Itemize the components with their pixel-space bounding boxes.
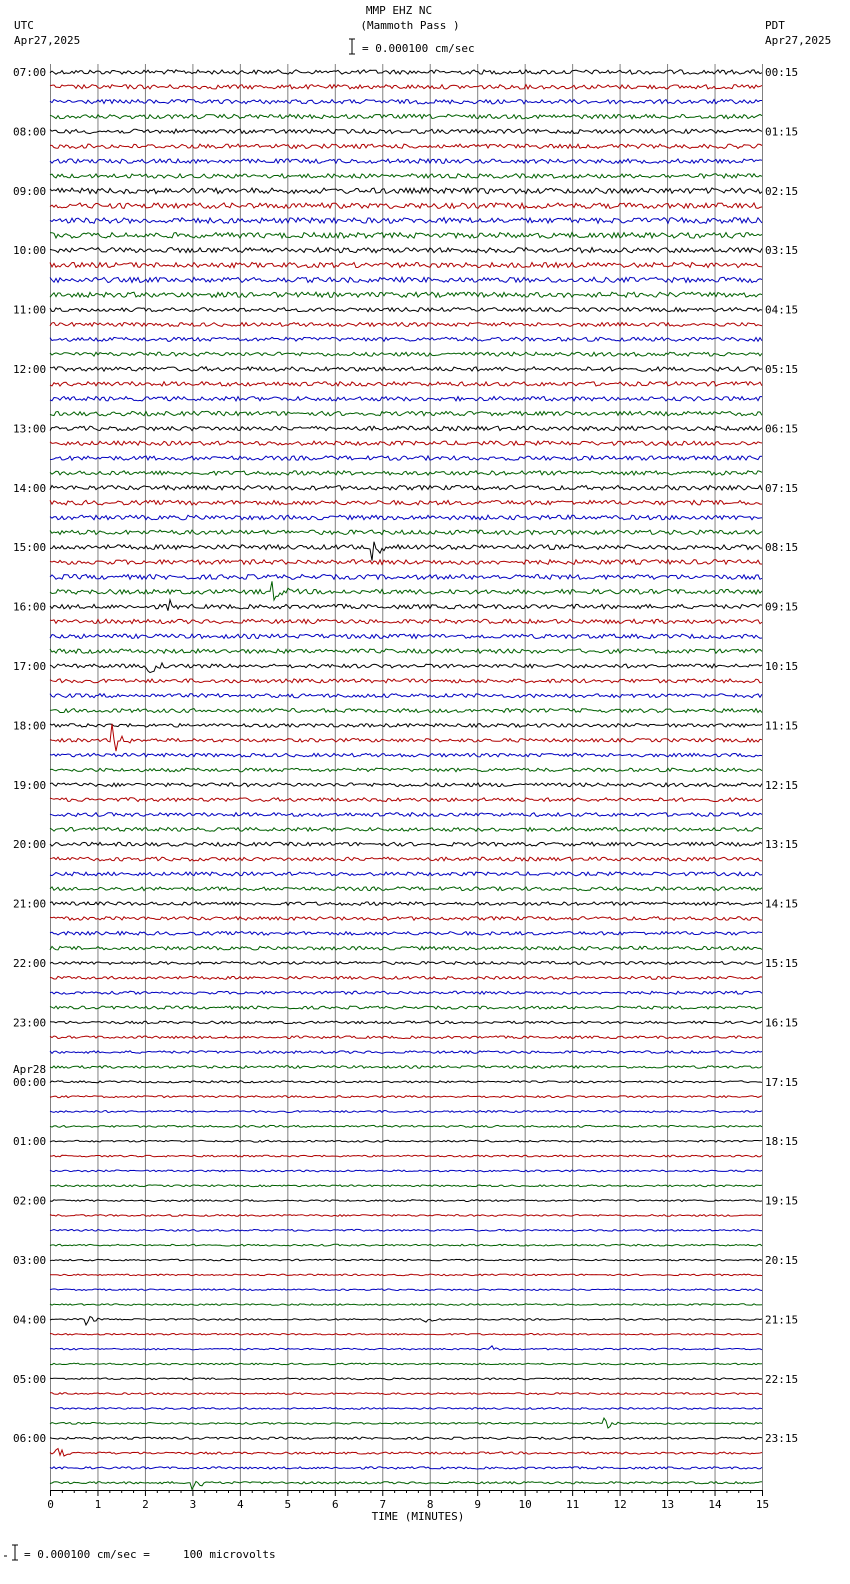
seismic-trace xyxy=(50,1229,762,1231)
seismic-trace xyxy=(50,1215,762,1217)
pdt-hour-label: 23:15 xyxy=(765,1432,799,1446)
seismic-trace xyxy=(50,813,762,817)
seismic-trace xyxy=(50,500,762,505)
left-date: Apr27,2025 xyxy=(14,34,81,47)
seismic-trace xyxy=(50,857,762,861)
utc-hour-label: 11:00 xyxy=(13,303,47,317)
x-tick-label: 15 xyxy=(755,1498,770,1511)
seismic-trace xyxy=(50,1200,762,1202)
x-tick-label: 12 xyxy=(613,1498,627,1511)
utc-hour-label: 20:00 xyxy=(13,838,47,852)
x-tick-label: 2 xyxy=(142,1498,149,1511)
seismic-trace xyxy=(50,411,762,415)
seismic-trace xyxy=(50,129,762,133)
x-tick-label: 0 xyxy=(47,1498,54,1511)
seismic-trace xyxy=(50,649,762,653)
seismic-trace xyxy=(50,560,762,565)
utc-hour-label: 02:00 xyxy=(13,1194,47,1208)
footer-scale-bar-icon xyxy=(4,1545,18,1560)
seismic-trace xyxy=(50,783,762,787)
station-location: (Mammoth Pass ) xyxy=(360,19,460,32)
utc-hour-label: 06:00 xyxy=(13,1432,47,1446)
seismic-trace xyxy=(50,1289,762,1291)
seismic-trace xyxy=(50,248,762,253)
utc-hour-label: 17:00 xyxy=(13,660,47,673)
seismic-trace xyxy=(50,991,762,994)
seismic-trace xyxy=(50,932,762,936)
pdt-hour-label: 09:15 xyxy=(765,600,799,614)
seismic-trace xyxy=(50,694,762,698)
seismic-trace xyxy=(50,471,762,475)
seismic-trace xyxy=(50,1449,762,1457)
seismic-trace xyxy=(50,114,762,118)
seismic-trace xyxy=(50,581,762,600)
seismic-trace xyxy=(50,1304,762,1306)
pdt-hour-label: 07:15 xyxy=(765,481,799,495)
utc-hour-label: 04:00 xyxy=(13,1313,47,1327)
x-tick-label: 6 xyxy=(331,1498,339,1511)
seismic-trace xyxy=(50,70,762,74)
seismic-trace xyxy=(50,85,762,89)
scale-bar-icon xyxy=(349,39,355,54)
seismic-trace xyxy=(50,263,762,268)
seismic-trace xyxy=(50,367,762,371)
seismic-trace xyxy=(50,634,762,638)
left-timezone: UTC xyxy=(14,19,34,32)
utc-hour-label: 18:00 xyxy=(13,719,47,733)
pdt-hour-label: 21:15 xyxy=(765,1313,799,1327)
x-tick-label: 13 xyxy=(660,1498,675,1511)
seismic-trace xyxy=(50,203,762,209)
pdt-hour-label: 17:15 xyxy=(765,1075,799,1089)
pdt-hour-label: 05:15 xyxy=(765,363,799,376)
seismic-trace xyxy=(50,1125,762,1127)
x-tick-label: 3 xyxy=(189,1498,197,1511)
seismic-trace xyxy=(50,1274,762,1276)
utc-hour-label: 09:00 xyxy=(13,184,47,198)
pdt-hour-label: 20:15 xyxy=(765,1254,799,1267)
footer-scale-note: = 0.000100 cm/sec = 100 microvolts xyxy=(24,1548,276,1561)
station-title: MMP EHZ NC xyxy=(365,4,433,17)
seismic-trace xyxy=(50,1155,762,1157)
seismic-trace xyxy=(50,1378,762,1380)
x-tick-label: 7 xyxy=(379,1498,387,1511)
seismic-trace xyxy=(50,887,762,891)
utc-hour-label: 03:00 xyxy=(13,1254,47,1267)
seismic-trace xyxy=(50,798,762,802)
seismic-trace xyxy=(50,292,762,297)
pdt-hour-label: 18:15 xyxy=(765,1135,799,1149)
seismic-trace xyxy=(50,1140,762,1142)
utc-hour-label: 12:00 xyxy=(13,363,47,376)
seismic-trace xyxy=(50,188,762,194)
x-tick-label: 5 xyxy=(284,1498,292,1511)
seismic-trace xyxy=(50,1036,762,1039)
seismic-trace xyxy=(50,1467,762,1469)
trace-layer xyxy=(50,70,762,1489)
pdt-hour-label: 12:15 xyxy=(765,778,799,792)
seismic-trace xyxy=(50,397,762,401)
pdt-hour-label: 11:15 xyxy=(765,719,799,733)
x-axis-title: TIME (MINUTES) xyxy=(371,1510,465,1523)
utc-hour-label: 13:00 xyxy=(13,422,47,436)
seismic-trace xyxy=(50,962,762,965)
utc-hour-label: 00:00 xyxy=(13,1075,47,1089)
seismic-trace xyxy=(50,426,762,430)
seismic-trace xyxy=(50,1006,762,1009)
seismic-trace xyxy=(50,1021,762,1024)
seismic-trace xyxy=(50,352,762,356)
pdt-hour-label: 03:15 xyxy=(765,244,799,258)
pdt-hour-label: 02:15 xyxy=(765,184,799,198)
seismic-trace xyxy=(50,828,762,832)
seismic-trace xyxy=(50,1081,762,1083)
seismic-trace xyxy=(50,1363,762,1365)
x-tick-label: 8 xyxy=(426,1498,434,1511)
seismic-trace xyxy=(50,1244,762,1246)
x-tick-label: 9 xyxy=(474,1498,482,1511)
seismic-trace xyxy=(50,337,762,341)
seismic-trace xyxy=(50,753,762,757)
seismic-trace xyxy=(50,100,762,104)
utc-hour-label: 19:00 xyxy=(13,778,47,792)
seismic-trace xyxy=(50,233,762,239)
seismic-trace xyxy=(50,946,762,950)
seismic-trace xyxy=(50,600,762,611)
seismic-trace xyxy=(50,709,762,713)
seismic-trace xyxy=(50,1317,762,1325)
x-tick-label: 14 xyxy=(708,1498,722,1511)
seismic-trace xyxy=(50,174,762,178)
seismic-trace xyxy=(50,308,762,312)
seismic-trace xyxy=(50,575,762,580)
pdt-hour-label: 01:15 xyxy=(765,125,799,139)
scale-label: = 0.000100 cm/sec xyxy=(362,42,475,55)
seismic-trace xyxy=(50,902,762,906)
seismic-trace xyxy=(50,1418,762,1428)
x-tick-label: 10 xyxy=(518,1498,532,1511)
seismic-trace xyxy=(50,1393,762,1395)
pdt-hour-label: 08:15 xyxy=(765,541,799,555)
seismic-trace xyxy=(50,679,762,683)
utc-hour-label: 07:00 xyxy=(13,66,47,79)
seismic-trace xyxy=(50,872,762,876)
pdt-hour-label: 19:15 xyxy=(765,1194,799,1208)
right-date: Apr27,2025 xyxy=(765,34,832,47)
seismic-trace xyxy=(50,1408,762,1410)
seismic-trace xyxy=(50,486,762,491)
seismic-trace xyxy=(50,441,762,445)
pdt-hour-label: 14:15 xyxy=(765,897,799,911)
utc-hour-label: 10:00 xyxy=(13,244,47,258)
seismic-trace xyxy=(50,277,762,282)
seismic-trace xyxy=(50,976,762,979)
pdt-hour-label: 00:15 xyxy=(765,66,799,79)
x-tick-label: 11 xyxy=(566,1498,580,1511)
pdt-hour-label: 15:15 xyxy=(765,957,799,970)
utc-hour-labels xyxy=(13,66,46,1445)
x-axis-ticks xyxy=(47,1490,769,1511)
x-tick-label: 1 xyxy=(94,1498,102,1511)
seismic-trace xyxy=(50,515,762,520)
utc-hour-label: 21:00 xyxy=(13,897,47,911)
seismic-trace xyxy=(50,724,762,752)
pdt-hour-label: 10:15 xyxy=(765,660,799,673)
utc-hour-label: 14:00 xyxy=(13,481,47,495)
utc-hour-label: 05:00 xyxy=(13,1372,47,1386)
seismic-trace xyxy=(50,663,762,673)
seismic-trace xyxy=(50,323,762,327)
pdt-hour-label: 04:15 xyxy=(765,303,799,317)
seismic-trace xyxy=(50,842,762,846)
seismic-trace xyxy=(50,530,762,535)
seismic-trace xyxy=(50,1481,762,1489)
seismic-trace xyxy=(50,1437,762,1439)
seismic-trace xyxy=(50,724,762,728)
utc-hour-label: 23:00 xyxy=(13,1016,47,1030)
seismic-trace xyxy=(50,1096,762,1098)
seismic-trace xyxy=(50,542,762,561)
pdt-hour-label: 16:15 xyxy=(765,1016,799,1030)
seismic-trace xyxy=(50,218,762,224)
utc-hour-label: 01:00 xyxy=(13,1135,47,1149)
pdt-hour-label: 13:15 xyxy=(765,838,799,852)
right-timezone: PDT xyxy=(765,19,785,32)
seismic-trace xyxy=(50,159,762,163)
seismic-trace xyxy=(50,1259,762,1261)
date-change-label: Apr28 xyxy=(13,1062,47,1076)
seismic-trace xyxy=(50,1185,762,1187)
seismic-trace xyxy=(50,768,762,772)
seismic-trace xyxy=(50,1170,762,1172)
pdt-hour-labels xyxy=(765,66,798,1445)
seismic-trace xyxy=(50,1051,762,1054)
seismic-trace xyxy=(50,1066,762,1069)
utc-hour-label: 16:00 xyxy=(13,600,47,614)
pdt-hour-label: 22:15 xyxy=(765,1372,799,1386)
seismic-trace xyxy=(50,144,762,148)
seismic-trace xyxy=(50,456,762,460)
seismic-trace xyxy=(50,1334,762,1336)
x-tick-label: 4 xyxy=(237,1498,244,1511)
pdt-hour-label: 06:15 xyxy=(765,422,799,436)
utc-hour-label: 08:00 xyxy=(13,125,47,139)
utc-hour-label: 15:00 xyxy=(13,541,47,555)
seismic-trace xyxy=(50,917,762,921)
seismic-trace xyxy=(50,382,762,386)
seismic-trace xyxy=(50,1346,762,1350)
utc-hour-label: 22:00 xyxy=(13,957,47,970)
seismic-trace xyxy=(50,619,762,623)
seismic-trace xyxy=(50,1111,762,1113)
